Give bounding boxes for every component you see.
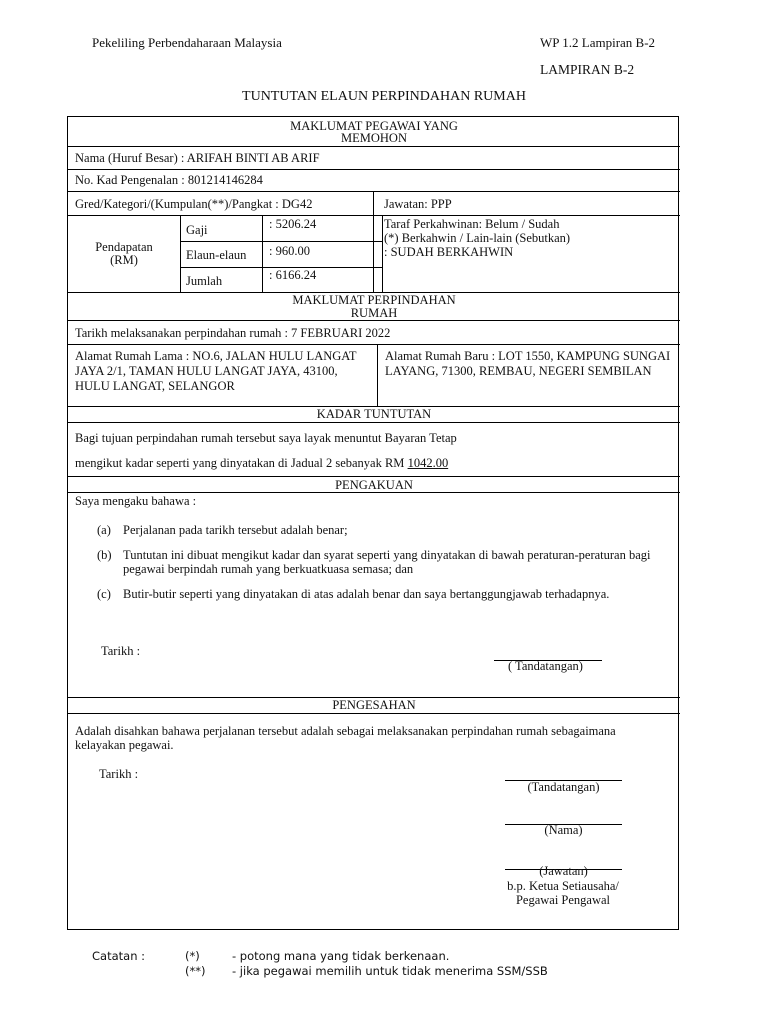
bp-ketua-setiausaha: b.p. Ketua Setiausaha/ — [507, 879, 619, 893]
lampiran-label: LAMPIRAN B-2 — [540, 62, 635, 77]
divider — [68, 146, 680, 147]
divider — [382, 215, 383, 292]
section-heading-pengesahan: PENGESAHAN — [332, 698, 416, 712]
header-right: WP 1.2 Lampiran B-2 — [540, 35, 656, 50]
divider — [68, 713, 680, 714]
section-heading-kadar: KADAR TUNTUTAN — [316, 407, 432, 421]
divider — [180, 215, 181, 292]
divider — [68, 476, 680, 477]
elaun-value: : 960.00 — [269, 244, 310, 258]
divider — [377, 344, 378, 406]
pengesahan-text: Adalah disahkan bahawa perjalanan tersebut adalah sebagai melaksanakan perpindahan rumah sebagaimana — [75, 724, 616, 738]
section-heading-pegawai: MAKLUMAT PEGAWAI YANG — [290, 119, 458, 133]
alamat-lama: Alamat Rumah Lama : NO.6, JALAN HULU LANGAT — [75, 349, 357, 363]
kad-pengenalan-field: No. Kad Pengenalan : 801214146284 — [75, 173, 263, 187]
alamat-baru: Alamat Rumah Baru : LOT 1550, KAMPUNG SUNGAI — [385, 349, 671, 363]
pengesahan-jawatan: (Jawatan) — [539, 864, 588, 878]
pengakuan-tandatangan: ( Tandatangan) — [508, 659, 583, 673]
pengesahan-tarikh: Tarikh : — [99, 767, 139, 781]
alamat-baru-2: LAYANG, 71300, REMBAU, NEGERI SEMBILAN — [385, 364, 652, 378]
pengakuan-intro: Saya mengaku bahawa : — [75, 494, 197, 508]
item-a-text: Perjalanan pada tarikh tersebut adalah benar; — [123, 523, 348, 537]
taraf-perkahwinan-2: (*) Berkahwin / Lain-lain (Sebutkan) — [384, 231, 571, 245]
taraf-perkahwinan: Taraf Perkahwinan: Belum / Sudah — [384, 217, 560, 231]
item-marker-b: (b) — [97, 548, 112, 562]
section-heading-perpindahan-2: RUMAH — [350, 306, 398, 320]
jumlah-value: : 6166.24 — [269, 268, 317, 282]
divider — [262, 215, 263, 292]
divider — [68, 215, 680, 216]
tarikh-perpindahan: Tarikh melaksanakan perpindahan rumah : 7 FEBRUARI 2022 — [75, 326, 391, 340]
divider — [68, 422, 680, 423]
item-c-text: Butir-butir seperti yang dinyatakan di atas adalah benar dan saya bertanggungjawab terhadapnya. — [123, 587, 610, 601]
catatan-marker-2: (**) — [185, 964, 206, 978]
divider — [373, 191, 374, 292]
divider — [68, 492, 680, 493]
kadar-amount: 1042.00 — [407, 456, 449, 470]
catatan-text-2: - jika pegawai memilih untuk tidak menerima SSM/SSB — [232, 964, 548, 978]
elaun-label: Elaun-elaun — [186, 248, 247, 262]
alamat-lama-3: HULU LANGAT, SELANGOR — [75, 379, 235, 393]
gaji-label: Gaji — [186, 223, 208, 237]
item-marker-a: (a) — [97, 523, 111, 537]
item-b-text-2: pegawai berpindah rumah yang berkuatkuasa semasa; dan — [123, 562, 414, 576]
divider — [68, 191, 680, 192]
pendapatan-unit: (RM) — [110, 253, 138, 267]
section-heading-pengakuan: PENGAKUAN — [335, 478, 413, 492]
gred-field: Gred/Kategori/(Kumpulan(**)/Pangkat : DG42 — [75, 197, 313, 211]
pengesahan-nama: (Nama) — [544, 823, 583, 837]
pegawai-pengawal: Pegawai Pengawal — [515, 893, 611, 907]
kadar-text: Bagi tujuan perpindahan rumah tersebut saya layak menuntut Bayaran Tetap — [75, 431, 457, 445]
form-title: TUNTUTAN ELAUN PERPINDAHAN RUMAH — [242, 89, 526, 104]
item-marker-c: (c) — [97, 587, 111, 601]
claim-form — [67, 116, 679, 930]
nama-field: Nama (Huruf Besar) : ARIFAH BINTI AB ARIF — [75, 151, 320, 165]
item-b-text: Tuntutan ini dibuat mengikut kadar dan syarat seperti yang dinyatakan di bawah peraturan-peraturan bagi — [123, 548, 651, 562]
pengakuan-tarikh: Tarikh : — [101, 644, 141, 658]
divider — [68, 344, 680, 345]
pendapatan-label: Pendapatan — [95, 240, 153, 254]
section-heading-perpindahan: MAKLUMAT PERPINDAHAN — [292, 293, 456, 307]
divider — [180, 241, 382, 242]
pengesahan-tandatangan: (Tandatangan) — [527, 780, 600, 794]
jawatan-field: Jawatan: PPP — [384, 197, 452, 211]
kadar-text-2 — [75, 456, 448, 470]
section-heading-pegawai-2: MEMOHON — [341, 131, 407, 145]
divider — [68, 320, 680, 321]
pengesahan-text-2: kelayakan pegawai. — [75, 738, 174, 752]
catatan-text-1: - potong mana yang tidak berkenaan. — [232, 949, 450, 963]
alamat-lama-2: JAYA 2/1, TAMAN HULU LANGAT JAYA, 43100, — [75, 364, 338, 378]
divider — [68, 169, 680, 170]
catatan-marker-1: (*) — [185, 949, 200, 963]
gaji-value: : 5206.24 — [269, 217, 317, 231]
kadar-text-2-label: mengikut kadar seperti yang dinyatakan di Jadual 2 sebanyak RM — [75, 456, 408, 470]
taraf-perkahwinan-value: : SUDAH BERKAHWIN — [384, 245, 514, 259]
jumlah-label: Jumlah — [186, 274, 223, 288]
catatan-label: Catatan : — [92, 949, 146, 963]
header-left: Pekeliling Perbendaharaan Malaysia — [92, 35, 282, 50]
